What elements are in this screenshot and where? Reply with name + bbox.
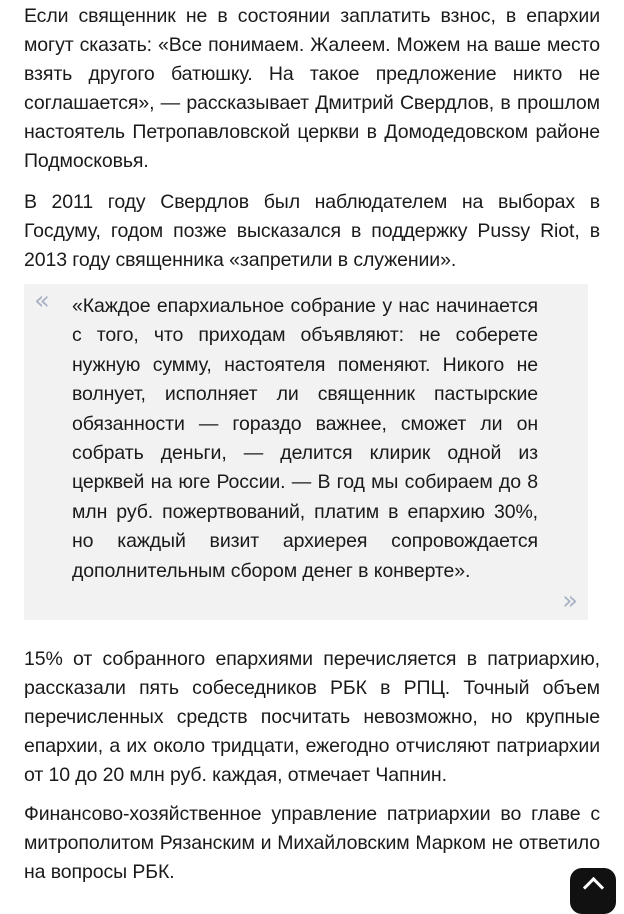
- article-paragraph-2: В 2011 году Свердлов был наблюдателем на выборах в Госдуму, годом позже высказался в поддержку Pussy Riot, в 2013 году священника «запретили в служении».: [24, 191, 600, 271]
- quote-text: «Каждое епархиальное собрание у нас начинается с того, что приходам объявляют: не соберете нужную сумму, настоятеля поменяют. Никого не волнует, исполняет ли священник пастырские обязанности — гораздо важнее, сможет ли он собрать деньги, — делится клирик одной из церквей на юге России. — В год мы собираем до 8 млн руб. пожертвований, платим в епархию 30%, но каждый визит архиерея сопровождается дополнительным сбором денег в конверте».: [72, 295, 538, 582]
- quote-close-icon: »: [562, 586, 578, 616]
- blockquote: [24, 284, 588, 620]
- quote-open-icon: «: [34, 286, 50, 316]
- article-paragraph-1: Если священник не в состоянии заплатить взнос, в епархии могут сказать: «Все понимаем. Жалеем. Можем на ваше место взять другого батюшку. На такое предложение никто не соглашается», — рассказывает Дмитрий Свердлов, в прошлом настоятель Петропавловской церкви в Домодедовском районе Подмосковья.: [24, 5, 600, 172]
- article-paragraph-4: Финансово-хозяйственное управление патриархии во главе с митрополитом Рязанским и Михайловским Марком не ответило на вопросы РБК.: [24, 803, 600, 883]
- scroll-to-top-button[interactable]: [570, 868, 616, 914]
- article-paragraph-3: 15% от собранного епархиями перечисляется в патриархию, рассказали пять собеседников РБК в РПЦ. Точный объем перечисленных средств посчитать невозможно, но крупные епархии, а их около тридцати, ежегодно отчисляют патриархии от 10 до 20 млн руб. каждая, отмечает Чапнин.: [24, 648, 600, 786]
